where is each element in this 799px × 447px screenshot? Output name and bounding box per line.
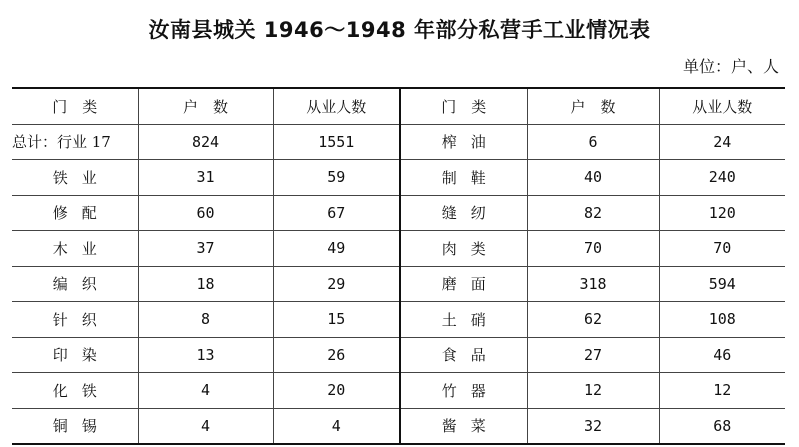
table-row — [12, 160, 785, 196]
table-row — [12, 302, 785, 338]
workers-cell: 1551 — [273, 124, 400, 160]
header-households: 户 数 — [138, 88, 273, 124]
header-workers: 从业人数 — [659, 88, 785, 124]
category-cell: 总计：行业 17 — [12, 124, 138, 160]
table-row — [12, 337, 785, 373]
workers-cell: 68 — [659, 408, 785, 444]
category-cell: 木业 — [12, 231, 138, 267]
workers-cell: 67 — [273, 195, 400, 231]
category-cell: 制鞋 — [400, 160, 527, 196]
households-cell: 18 — [138, 266, 273, 302]
households-cell: 824 — [138, 124, 273, 160]
category-cell: 磨面 — [400, 266, 527, 302]
category-cell: 缝纫 — [400, 195, 527, 231]
table-row — [12, 266, 785, 302]
workers-cell: 24 — [659, 124, 785, 160]
category-cell: 编织 — [12, 266, 138, 302]
header-row — [12, 88, 785, 124]
category-cell: 化铁 — [12, 373, 138, 409]
header-households: 户 数 — [527, 88, 659, 124]
workers-cell: 46 — [659, 337, 785, 373]
workers-cell: 240 — [659, 160, 785, 196]
category-cell: 铁业 — [12, 160, 138, 196]
header-category: 门 类 — [52, 97, 98, 116]
households-cell: 8 — [138, 302, 273, 338]
households-cell: 12 — [527, 373, 659, 409]
table-row — [12, 231, 785, 267]
households-cell: 4 — [138, 373, 273, 409]
unit-label: 单位：户、人 — [682, 57, 779, 76]
households-cell: 60 — [138, 195, 273, 231]
header-category: 门 类 — [400, 88, 527, 124]
households-cell: 31 — [138, 160, 273, 196]
households-cell: 37 — [138, 231, 273, 267]
workers-cell: 70 — [659, 231, 785, 267]
households-cell: 27 — [527, 337, 659, 373]
category-cell: 修配 — [12, 195, 138, 231]
header-workers: 从业人数 — [273, 88, 400, 124]
households-cell: 318 — [527, 266, 659, 302]
households-cell: 70 — [527, 231, 659, 267]
category-cell: 竹器 — [400, 373, 527, 409]
table-row — [12, 408, 785, 444]
households-cell: 6 — [527, 124, 659, 160]
households-cell: 40 — [527, 160, 659, 196]
workers-cell: 49 — [273, 231, 400, 267]
category-cell: 土硝 — [400, 302, 527, 338]
table-row — [12, 124, 785, 160]
workers-cell: 120 — [659, 195, 785, 231]
households-cell: 62 — [527, 302, 659, 338]
households-cell: 4 — [138, 408, 273, 444]
category-cell: 肉类 — [400, 231, 527, 267]
workers-cell: 15 — [273, 302, 400, 338]
category-cell: 铜锡 — [12, 408, 138, 444]
workers-cell: 4 — [273, 408, 400, 444]
industry-table — [12, 87, 785, 445]
workers-cell: 29 — [273, 266, 400, 302]
table-row — [12, 373, 785, 409]
workers-cell: 59 — [273, 160, 400, 196]
workers-cell: 594 — [659, 266, 785, 302]
category-cell: 食品 — [400, 337, 527, 373]
workers-cell: 108 — [659, 302, 785, 338]
category-cell: 印染 — [12, 337, 138, 373]
workers-cell: 12 — [659, 373, 785, 409]
table-row — [12, 195, 785, 231]
households-cell: 32 — [527, 408, 659, 444]
workers-cell: 26 — [273, 337, 400, 373]
households-cell: 82 — [527, 195, 659, 231]
table-title: 汝南县城关 1946～1948 年部分私营手工业情况表 — [148, 18, 651, 42]
category-cell: 针织 — [12, 302, 138, 338]
category-cell: 榨油 — [400, 124, 527, 160]
workers-cell: 20 — [273, 373, 400, 409]
households-cell: 13 — [138, 337, 273, 373]
category-cell: 酱菜 — [400, 408, 527, 444]
